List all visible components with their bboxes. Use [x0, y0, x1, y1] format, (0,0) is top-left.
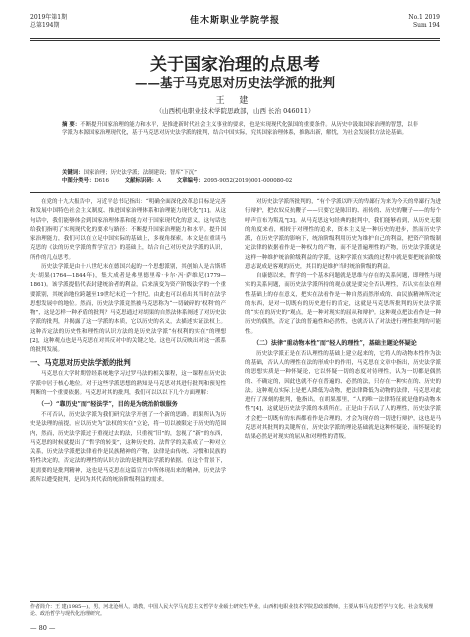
- doc-code-label: 文献标识码：: [124, 178, 158, 184]
- clc-value: D616: [94, 178, 109, 184]
- paragraph: 历史法学派是由十八世纪末在德国兴起的一个思想派别，其创始人是古斯塔夫·胡果(1764—1844年)，集大成者是弗里德里希·卡尔·冯·萨维尼(1779—1861)。该学派提倡代表封建统治者的利益，后来演变为资产阶级法学的一个重要派别，其统治地位跨越至19世纪末近一个世纪。由此也可以看出其当时在法学思想发展中的地位。然而，历史法学派竟然被马克思称为“一切破碎的‘权利’的产物”，这是怎样一种矛盾的批判？马克思通过对胡果的自然法体系阐述了对历史法学派的批判，并揭露了这一学派的本质，它以历史的名义，去描述实证法权上。这种否定法的历史性和理性的认识方法的是历史法学派“有权利的实在”的理想[2]，这种观点也是马克思在对其反对中的关键之处，这也可以反映出对这一派系的批判发展。: [30, 263, 226, 353]
- article-subtitle: ——基于马克思对历史法学派的批判: [134, 75, 335, 90]
- author-name: 王 建: [215, 96, 255, 106]
- article-number-label: 文章编号：: [176, 178, 204, 184]
- paragraph: 对历史法学派所批判的，“有个学派以昨天的卑鄙行为来为今天的卑鄙行为进行辩护，把农奴反抗鞭子——只要它是陈旧的、祖传的、历史的鞭子——的每个呼声宣布为叛乱”[3]。从马克思这句经典的批判中，我们能够看到，从历史无限的角度来看，相较于对理性的追求，资本主义是一种历史的进步，然而历史学派，在历史学派的影响下，统治阶级利用历史为维护自己的利益，把资产阶级制定法律的依据看作是一种权力的产物，而不是普遍理性的产物，历史法学派就是这样一种维护统治阶级利益的学派，这种学派在实践的过程中就是要把统治阶级意志说成是客观的历史，其目的是维护当时统治阶级的利益。: [245, 199, 441, 270]
- right-column: [245, 198, 441, 598]
- article-number-value: 2095-9052(2019)001-000080-02: [203, 178, 293, 184]
- paragraph: 马克思在大学时期曾经系统地学习过罗马法的相关课程，这一课程在历史法学派中居于核心地位。对于这些学派思想的熟知是马克思对其进行批判和预见性判断的一个重要依据。马克思对其的批判，我们可以以以下几个方面理解：: [30, 371, 226, 396]
- abstract-text: 不断提升国家治理的能力和水平，是推进新时代社会主义事业的要求，也是实现现代化强国的重要条件。从历史中汲取国家治理的智慧，以非学派为本源国家治理现代化，基于马克思对历史法学派的批判，结合中国实际，究其国家治理体系，推陈出新，解忧，为社会发展供方法论基础。: [62, 122, 418, 137]
- article-metadata: [62, 169, 418, 185]
- no-line-1: No.1 2019: [408, 14, 440, 21]
- paragraph: 自康德以来，哲学的一个基本问题就是思维与存在的关系问题，即理性与现实的关系问题，而历史法学派所持的观点就是要完全否认理性，否认实在法在理性基础上的存在意义，把实在法看作是一种自然而然形成的、由民族精神所决定的东西，是对一切既有的历史进行的肯定，这就是马克思所批判的历史法学派的“实在的历史的”观点，是一种对现实的屈从和辩护。这种观点把法看作是一种历史的偶然，否定了法的普遍性和必然性，也就否认了对法进行理性批判的可能性。: [245, 273, 441, 335]
- paragraph: 在党的十九大报告中，习近平总书记指出：“明确全面深化改革总目标是完善和发展中国特色社会主义制度、推进国家治理体系和治理能力现代化”[1]。从这句话中，我们能够体会到国家治理体系和能力对于国家现代化的意义，这句话也给我们指明了实现现代化的要求与路径：不断提升国家治理能力和水平。提升国家治理能力，我们可以在立足中国实际的基础上，多视角探索。本文是在重读马克思的《法的历史学派的哲学宣言》的基础上，结合自己对历史法学派的认识，所作的几点思考。: [30, 199, 226, 261]
- left-column: [30, 198, 226, 598]
- abstract: [62, 121, 418, 137]
- keywords-label: 关键词：: [62, 170, 84, 176]
- journal-name: 佳木斯职业学院学报: [189, 16, 280, 26]
- classification-row: [62, 177, 418, 185]
- running-header: [30, 14, 440, 36]
- subsection-heading: （一）“靠历史”而“轻法学”，目的是为统治阶级服务: [38, 401, 178, 408]
- subsection-heading: （二）法律“重动物本性”而“轻人的理性”，基础主题论怀疑论: [253, 339, 417, 347]
- author-footnote: 作者简介：王 建(1985—)，男，河北沧州人，助教，中国人民大学马克思主义哲学专业硕士研究生毕业，山西机电职业技术学院思政部教师，主要从事马克思哲学与文化、社会发展理论、政治哲学与现代化治理研究。: [30, 604, 434, 617]
- issue-line-1: 2019年第1期: [30, 14, 68, 21]
- abstract-rule: [30, 192, 440, 193]
- keywords-text: 国家治理；历史法学派；法制建设；智库“下沉”: [83, 170, 197, 176]
- issue-number: [408, 14, 440, 30]
- article-title: 关于国家治理的点思考: [150, 55, 320, 75]
- clc-label: 中图分类号：: [62, 178, 95, 184]
- keywords-row: [62, 169, 418, 177]
- header-rule-thin: [30, 40, 440, 41]
- section-heading: 一、马克思对历史法学派的批判: [30, 358, 131, 368]
- issue-line-2: 总第194期: [30, 22, 60, 29]
- paragraph: 不可否认，历史法学派为我们研究法学开创了一个新的思路。胡果所认为历史是法理的前提，应以历史为“法权的实在”立论，将一切以被限定于历史的范围内，然而，历史法学派过于重视过去的法，只重视“旧”的，忽视了“新”的东西，马克思的时候就提出了“哲学的转变”，这种历史的、法哲学的关系成了一种对立关系，历史法学派把法律看作是民族精神的产物，法律是由传统、习惯和民族的特性决定的，否定法的理性的认识方法的是批判法学派的依据。在这个背景下，更需要的是批判精神，这也是马克思在这篇宣言中所体现出来的精神，历史法学派所以遭受批判，是因为其代表的统治阶级利益的需求。: [30, 412, 226, 483]
- paragraph: 历史法学派正是在否认理性的基础上建立起来的，它将人的动物本性作为法的基础，否认人的理性在法的形成中的作用，马克思在文章中指出，历史法学派的思想实质是一种怀疑论，它以怀疑一切的态度对待理性，认为一切都是偶然的、不确定的，因此也就不存在普遍的、必然的法，只存在一种实在的、历史的法。这种观点实际上是把人降低为动物，把法律降低为动物的法律，马克思对此进行了深刻的批判，他指出，在胡果那里，“人的唯一法律特征就是他的动物本性”[4]，这就是历史法学派的本质所在。正是由于否认了人的理性，历史法学派才会把一切既有的东西都看作是合理的，才会为现存的一切进行辩护，这也是马克思对其批判的关键所在，历史法学派的理论基础就是这种怀疑论，而怀疑论的结果必然是对现实的屈从和对理性的背叛。: [245, 350, 441, 440]
- footnote-rule: [30, 601, 120, 602]
- header-rule: [30, 38, 440, 39]
- abstract-label: 摘 要：: [62, 122, 81, 128]
- page-number: — 80 —: [30, 624, 56, 632]
- doc-code-value: A: [157, 178, 161, 184]
- author-affiliation: （山西机电职业技术学院思政部，山西 长治 046011）: [155, 107, 315, 115]
- no-line-2: Sum 194: [412, 22, 440, 29]
